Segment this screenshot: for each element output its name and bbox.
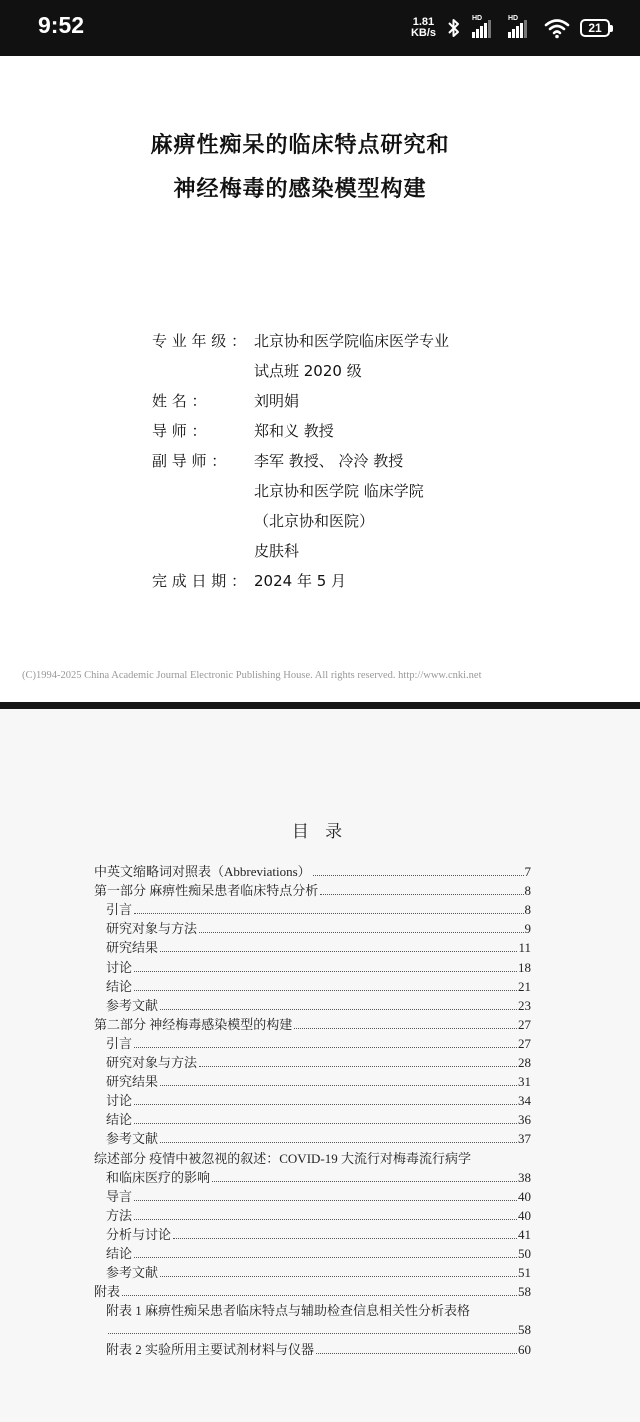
toc-entry[interactable] [94,1014,531,1033]
toc-entry-title: 讨论 [106,1093,133,1109]
toc-entry-title: 参考文献 [106,1131,159,1147]
info-label: 副 导 师 ： [152,452,227,470]
toc-entry-title: 附表 [94,1284,121,1300]
toc-entry[interactable] [94,1243,531,1262]
toc-entry-page: 28 [518,1055,531,1070]
toc-entry-page: 51 [518,1265,531,1281]
toc-leader-dots [212,1181,517,1182]
toc-entry[interactable] [94,1109,531,1128]
toc-entry-page: 34 [518,1093,531,1109]
info-label: 完 成 日 期 ： [152,572,247,590]
toc-entry[interactable] [94,995,531,1014]
toc-leader-dots [108,1333,517,1334]
toc-entry[interactable] [94,1090,531,1109]
toc-entry[interactable] [94,1071,531,1090]
toc-entry-title: 导言 [106,1188,133,1204]
info-label: 姓 名 ： [152,392,207,410]
toc-entry-page: 58 [518,1322,531,1338]
copyright-notice: (C)1994-2025 China Academic Journal Electronic Publishing House. All rights reserved. http://www.cnki.net [22,670,482,681]
wifi-icon [544,17,570,39]
toc-entry[interactable] [94,1224,531,1243]
toc-entry[interactable] [94,1186,531,1205]
toc-entry-page: 21 [518,978,531,994]
toc-leader-dots [160,1009,517,1010]
toc-entry[interactable] [94,1281,531,1300]
toc-entry-title: 中英文缩略词对照表（Abbreviations） [94,864,311,879]
toc-entry-page: 27 [518,1035,531,1051]
info-value: 北京协和医学院 临床学院 [254,482,424,500]
toc-leader-dots [313,875,524,876]
toc-entry-title: 第二部分 神经梅毒感染模型的构建 [94,1016,293,1032]
network-speed-unit: KB/s [410,27,436,39]
toc-leader-dots [122,1295,517,1296]
toc-entry-title: 研究对象与方法 [106,921,198,937]
toc-leader-dots [134,1104,517,1105]
status-bar [0,0,640,56]
toc-entry-page: 37 [518,1131,531,1147]
toc-entry[interactable] [94,1262,531,1281]
sim2-hd-label: HD [508,15,519,22]
info-value: 北京协和医学院临床医学专业 [254,332,450,350]
toc-entry-page: 18 [518,959,531,975]
toc-entry-title: 引言 [106,1035,133,1051]
toc-leader-dots [134,1219,517,1220]
toc-entry-title: 方法 [106,1207,133,1223]
toc-entry-title: 引言 [106,902,133,918]
toc-entry[interactable]: 综述部分 疫情中被忽视的叙述：COVID-19 大流行对梅毒流行病学 [94,1150,471,1166]
info-label: 导 师 ： [152,422,207,440]
toc-entry-title: 参考文献 [106,1265,159,1281]
status-time: 9:52 [38,12,85,38]
toc-entry-page: 9 [524,921,531,937]
toc-entry[interactable] [94,1052,531,1071]
toc-leader-dots [134,913,523,914]
toc-entry[interactable] [94,976,531,995]
thesis-title-line2: 神经梅毒的感染模型构建 [173,177,427,202]
toc-leader-dots [320,894,523,895]
info-value: 皮肤科 [254,542,300,560]
toc-entry-title: 研究结果 [106,940,159,956]
toc-entry-page: 23 [518,997,531,1013]
toc-entry-title: 第一部分 麻痹性痴呆患者临床特点分析 [94,883,319,899]
toc-leader-dots [199,932,523,933]
sim1-hd-label: HD [472,15,483,22]
toc-entry[interactable] [94,918,531,937]
toc-leader-dots [160,951,517,952]
toc-entry-title: 分析与讨论 [106,1226,172,1242]
info-value: 李军 教授、 冷泠 教授 [254,452,404,470]
toc-leader-dots [316,1353,517,1354]
toc-entry-title: 结论 [106,978,133,994]
info-label: 专 业 年 级 ： [152,332,247,350]
page-divider [0,702,640,709]
toc-leader-dots [173,1238,517,1239]
toc-leader-dots [160,1276,517,1277]
toc-leader-dots [160,1142,517,1143]
thesis-title-line1: 麻痹性痴呆的临床特点研究和 [150,133,450,158]
toc-entry-title: 和临床医疗的影响 [106,1169,211,1185]
toc-leader-dots [294,1028,517,1029]
toc-entry[interactable] [94,1319,531,1338]
toc-leader-dots [160,1085,517,1086]
toc-entry[interactable] [94,1339,531,1358]
toc-page [0,709,640,1422]
toc-entry[interactable]: 附表 1 麻痹性痴呆患者临床特点与辅助检查信息相关性分析表格 [106,1303,471,1319]
network-speed-value: 1.81 [412,16,435,28]
toc-entry-page: 27 [518,1016,531,1032]
cover-page [0,56,640,702]
toc-entry[interactable] [94,861,531,880]
toc-entry-page: 41 [518,1226,531,1242]
info-value: 刘明娟 [254,392,300,410]
toc-entry-page: 7 [524,864,531,879]
toc-entry[interactable] [94,899,531,918]
toc-entry-page: 40 [518,1188,531,1204]
toc-entry[interactable] [94,1167,531,1186]
status-icons [411,14,610,42]
toc-entry-page: 38 [518,1169,531,1185]
toc-entry[interactable] [94,957,531,976]
toc-leader-dots [134,990,517,991]
network-speed [411,17,436,39]
toc-entry-title: 参考文献 [106,997,159,1013]
toc-entry-page: 50 [518,1246,531,1261]
battery-level: 21 [588,21,602,35]
toc-entry[interactable] [94,880,531,899]
toc-entry-page: 11 [518,940,531,956]
toc-leader-dots [134,1123,517,1124]
signal-icon [472,15,498,38]
toc-entry[interactable] [94,1033,531,1052]
info-value: （北京协和医院） [254,512,375,530]
toc-entry[interactable] [94,937,531,956]
bluetooth-icon [446,17,462,39]
toc-entry-title: 结论 [106,1246,133,1261]
toc-entry-title: 研究对象与方法 [106,1055,198,1070]
toc-entry-page: 36 [518,1112,531,1128]
battery-icon [580,19,610,37]
toc-entry-page: 8 [524,883,531,899]
toc-leader-dots [134,1047,517,1048]
toc-entry[interactable] [94,1128,531,1147]
toc-entry-title: 附表 2 实验所用主要试剂材料与仪器 [106,1341,315,1357]
toc-leader-dots [199,1066,517,1067]
toc-entry-page: 31 [518,1074,531,1090]
toc-entry-title: 结论 [106,1112,133,1128]
info-value: 郑和义 教授 [254,422,334,440]
toc-leader-dots [134,971,517,972]
info-value: 2024 年 5 月 [254,572,347,590]
toc-entry-page: 60 [518,1341,531,1357]
toc-entry[interactable] [94,1205,531,1224]
signal-icon [508,15,534,38]
info-value: 试点班 2020 级 [254,362,362,380]
toc-entry-page: 58 [518,1284,531,1300]
toc-entry-title: 讨论 [106,959,133,975]
toc-entry-page: 40 [518,1207,531,1223]
toc-entry-page: 8 [524,902,531,918]
toc-leader-dots [134,1200,517,1201]
toc-leader-dots [134,1257,517,1258]
toc-heading: 目 录 [291,822,349,841]
toc-entry-title: 研究结果 [106,1074,159,1090]
